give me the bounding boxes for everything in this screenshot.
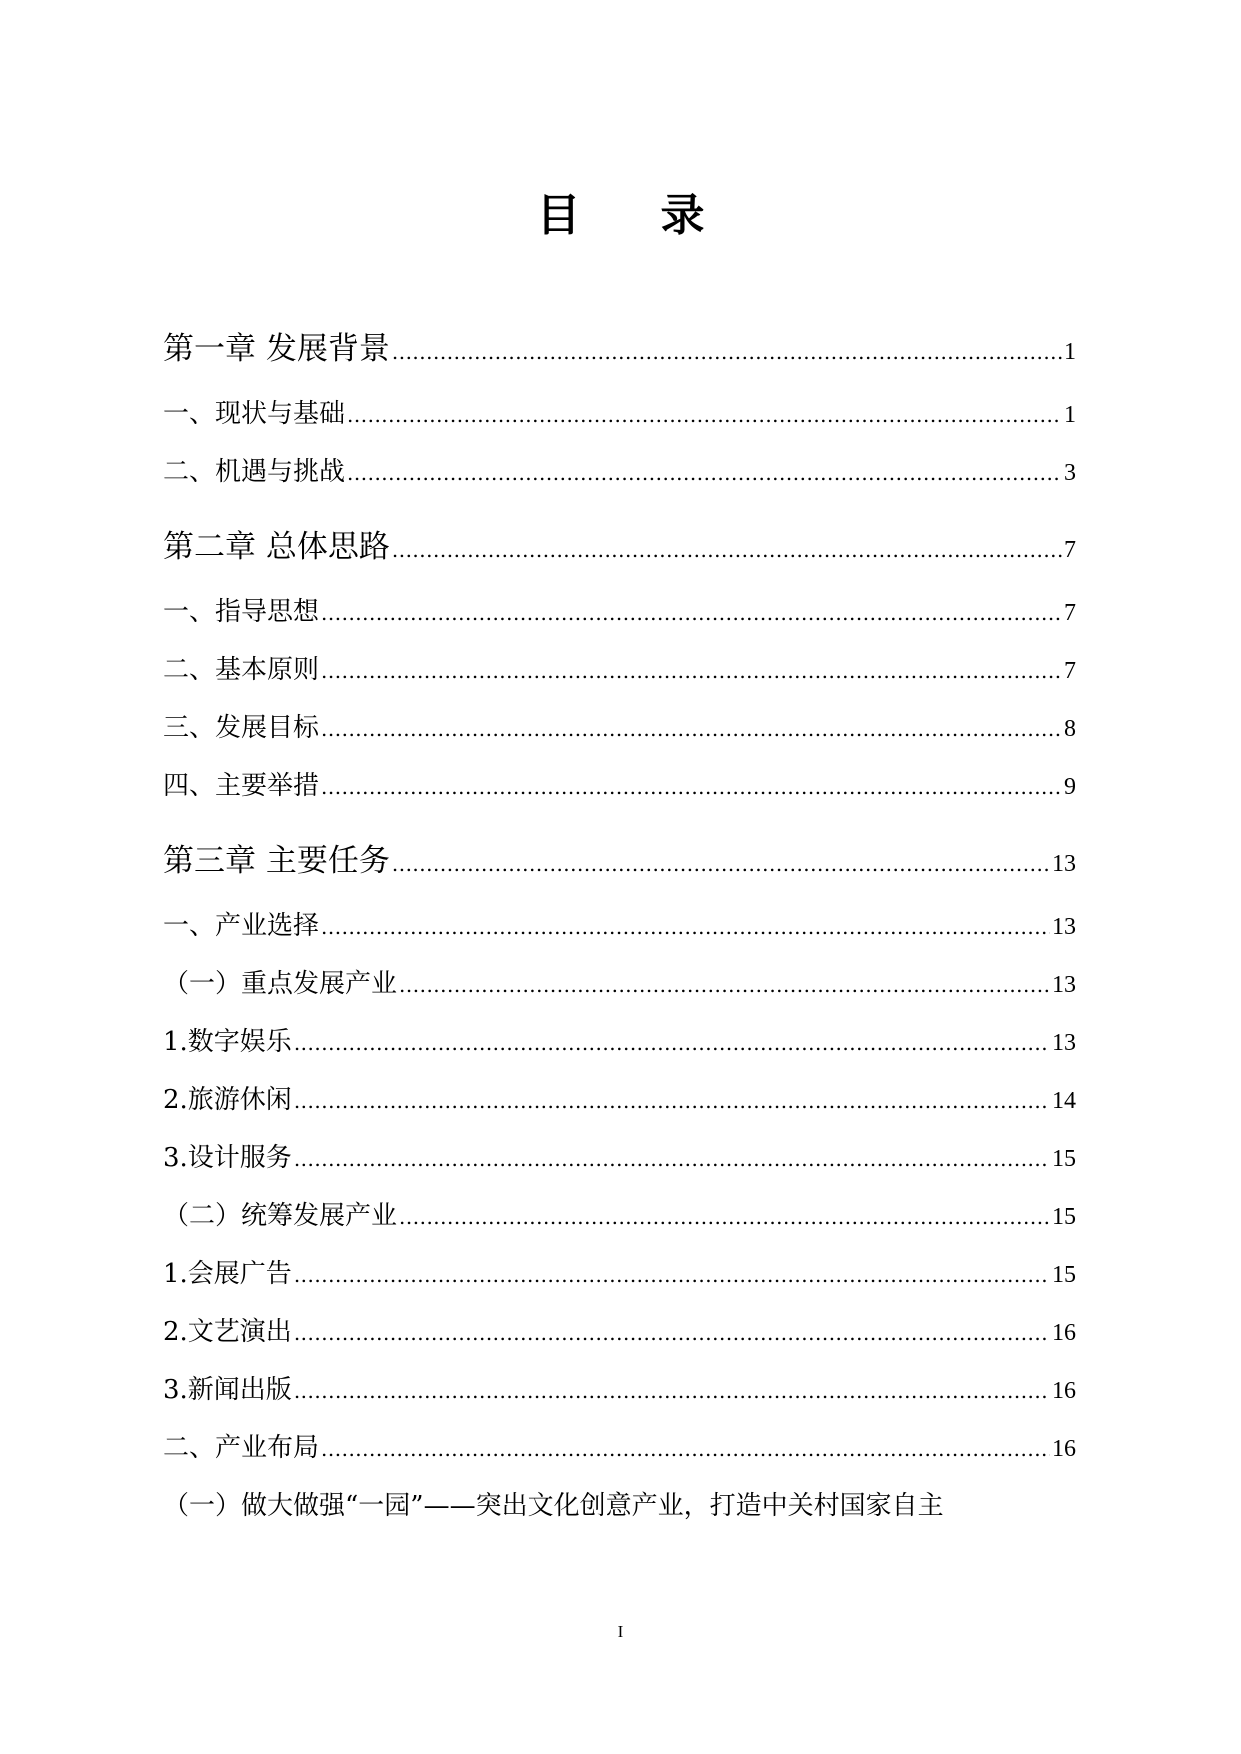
- toc-leader-dots: [392, 852, 1050, 876]
- toc-entry[interactable]: [163, 1137, 1076, 1177]
- toc-entry-page: 7: [1064, 658, 1076, 684]
- toc-leader-dots: [399, 973, 1050, 997]
- toc-entry[interactable]: [163, 1195, 1076, 1235]
- toc-entry-label: 四、主要举措: [163, 771, 320, 801]
- page-title: [0, 188, 1241, 244]
- toc-entry-page: 13: [1052, 1030, 1076, 1056]
- toc-entry-page: 15: [1052, 1146, 1076, 1172]
- toc-entry-page: 13: [1052, 972, 1076, 998]
- toc-entry[interactable]: [163, 1253, 1076, 1293]
- toc-leader-dots: [321, 775, 1062, 799]
- toc-entry-page: 15: [1052, 1204, 1076, 1230]
- toc-entry-label: 3.新闻出版: [163, 1375, 292, 1405]
- toc-entry-page: 7: [1064, 537, 1076, 563]
- toc-leader-dots: [392, 340, 1062, 364]
- toc-entry-page: 15: [1052, 1262, 1076, 1288]
- toc-leader-dots: [392, 538, 1062, 562]
- toc-entry-page: 3: [1064, 460, 1076, 486]
- toc-leader-dots: [347, 403, 1062, 427]
- toc-entry[interactable]: [163, 1427, 1076, 1467]
- toc-entry-chapter-2[interactable]: [163, 521, 1076, 565]
- toc-entry-page: 1: [1064, 339, 1076, 365]
- toc-leader-dots: [321, 601, 1062, 625]
- title-char-2: 录: [660, 190, 705, 241]
- toc-entry-label: 三、发展目标: [163, 713, 320, 743]
- toc-entry-page: 13: [1052, 851, 1076, 877]
- toc-entry-label: 二、基本原则: [163, 655, 320, 685]
- toc-entry-label: （一）做大做强“一园”——突出文化创意产业，打造中关村国家自主: [163, 1491, 944, 1521]
- toc-entry[interactable]: [163, 1369, 1076, 1409]
- toc-entry[interactable]: [163, 905, 1076, 945]
- title-char-1: 目: [536, 190, 581, 241]
- toc-entry-chapter-3[interactable]: [163, 835, 1076, 879]
- toc-entry-page: 8: [1064, 716, 1076, 742]
- toc-entry[interactable]: [163, 451, 1076, 491]
- toc-entry-page: 7: [1064, 600, 1076, 626]
- toc-entry-label: 第三章 主要任务: [163, 843, 390, 879]
- toc-entry-label: 第二章 总体思路: [163, 529, 390, 565]
- toc-entry[interactable]: [163, 393, 1076, 433]
- toc-entry-label: 一、现状与基础: [163, 399, 346, 429]
- toc-leader-dots: [294, 1089, 1050, 1113]
- toc-leader-dots: [321, 659, 1062, 683]
- toc-entry-label: 第一章 发展背景: [163, 331, 390, 367]
- toc-entry-label: 1.会展广告: [163, 1259, 292, 1289]
- toc-entry-chapter-1[interactable]: [163, 323, 1076, 367]
- toc-entry-page: 9: [1064, 774, 1076, 800]
- toc-entry-page: 16: [1052, 1436, 1076, 1462]
- toc-entry-label: 2.旅游休闲: [163, 1085, 292, 1115]
- toc-leader-dots: [294, 1147, 1050, 1171]
- toc-entry-label: 二、产业布局: [163, 1433, 320, 1463]
- toc-leader-dots: [399, 1205, 1050, 1229]
- toc-entry-label: 一、产业选择: [163, 911, 320, 941]
- toc-entry-label: 2.文艺演出: [163, 1317, 292, 1347]
- toc-entry[interactable]: [163, 1079, 1076, 1119]
- toc-entry-page: 16: [1052, 1378, 1076, 1404]
- toc-entry-label: 二、机遇与挑战: [163, 457, 346, 487]
- toc-leader-dots: [321, 1437, 1050, 1461]
- toc-entry-page: 13: [1052, 914, 1076, 940]
- toc-entry[interactable]: [163, 1021, 1076, 1061]
- toc-entry-label: 3.设计服务: [163, 1143, 292, 1173]
- toc-entry-page: 14: [1052, 1088, 1076, 1114]
- toc-leader-dots: [294, 1263, 1050, 1287]
- toc-entry[interactable]: [163, 649, 1076, 689]
- toc-leader-dots: [321, 915, 1050, 939]
- toc-entry-continuation[interactable]: [163, 1485, 1076, 1525]
- page-number-footer: I: [617, 1622, 624, 1641]
- toc-entry-page: 1: [1064, 402, 1076, 428]
- toc-entry[interactable]: [163, 1311, 1076, 1351]
- toc-leader-dots: [294, 1379, 1050, 1403]
- toc-leader-dots: [294, 1321, 1050, 1345]
- toc-entry-page: 16: [1052, 1320, 1076, 1346]
- toc-entry-label: （二）统筹发展产业: [163, 1201, 398, 1231]
- toc-leader-dots: [321, 717, 1062, 741]
- toc-leader-dots: [347, 461, 1062, 485]
- toc-entry[interactable]: [163, 591, 1076, 631]
- toc-entry[interactable]: [163, 963, 1076, 1003]
- toc-entry-label: 1.数字娱乐: [163, 1027, 292, 1057]
- toc-leader-dots: [294, 1031, 1050, 1055]
- toc-entry-label: 一、指导思想: [163, 597, 320, 627]
- toc-entry[interactable]: [163, 765, 1076, 805]
- toc-entry-label: （一）重点发展产业: [163, 969, 398, 999]
- toc-entry[interactable]: [163, 707, 1076, 747]
